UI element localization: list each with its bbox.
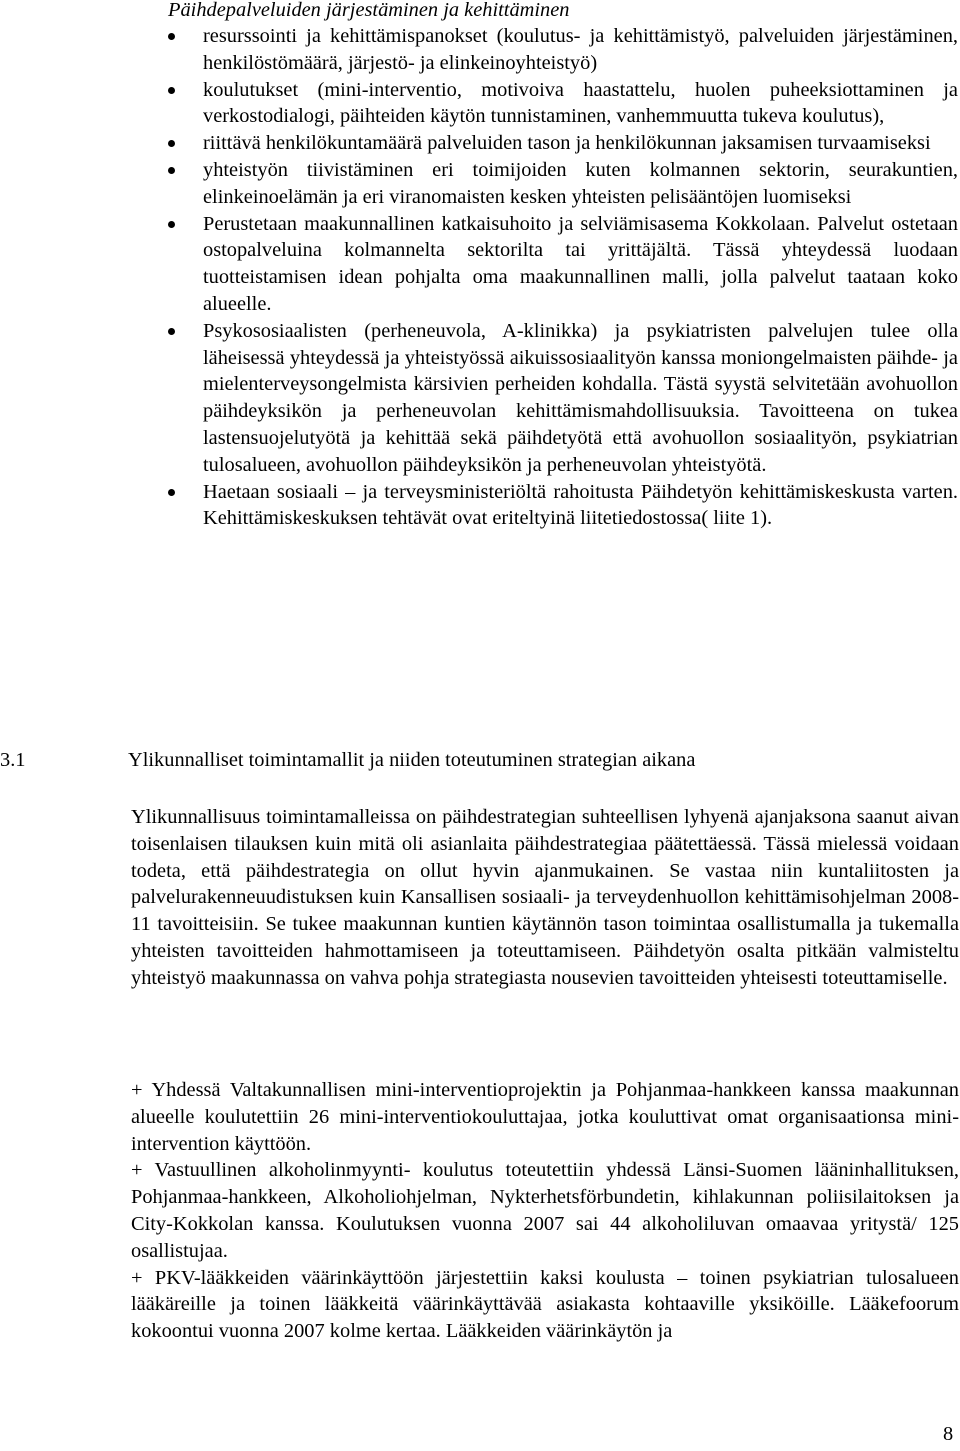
bullet-icon <box>168 328 175 335</box>
list-item-text: riittävä henkilökuntamäärä palveluiden tason ja henkilökunnan jaksamisen turvaamiseksi <box>203 132 931 155</box>
list-item-text: Perustetaan maakunnallinen katkaisuhoito ja selviämisasema Kokkolaan. Palvelut ostetaan ostopalveluina kolmannelta sektorilta tai yrittäjältä. Tässä yhteydessä luodaan tuotteistamisen idean pohjalta oma maakunnallinen malli, jolla palvelut taataan koko alueelle. <box>203 212 958 315</box>
list-item <box>168 318 958 479</box>
plus-list <box>131 1077 959 1345</box>
list-item-text: yhteistyön tiivistäminen eri toimijoiden kuten kolmannen sektorin, seurakuntien, elinkeinoelämän ja eri viranomaisten kesken yhteisten pelisääntöjen luomiseksi <box>203 158 958 208</box>
page-number: 8 <box>943 1423 954 1445</box>
list-item <box>168 77 958 131</box>
bullet-icon <box>168 33 175 40</box>
plus-item: + Yhdessä Valtakunnallisen mini-interventioprojektin ja Pohjanmaa-hankkeen kanssa maakunnan alueelle koulutettiin 26 mini-interventiokouluttajaa, jotka kouluttivat omat organisaationsa mini-intervention käyttöön. <box>131 1079 959 1155</box>
list-item <box>168 211 958 318</box>
chapter-title: Ylikunnalliset toimintamallit ja niiden toteutuminen strategian aikana <box>128 749 696 771</box>
bullet-icon <box>168 87 175 94</box>
chapter-heading <box>0 746 960 774</box>
list-item <box>168 479 958 533</box>
list-item <box>168 23 958 77</box>
list-item-text: Psykososiaalisten (perheneuvola, A-klinikka) ja psykiatristen palvelujen tulee olla läheisessä yhteydessä ja yhteistyössä aikuissosiaalityön kanssa moniongelmaisten päihde- ja mielenterveysongelmista kärsivien perheiden kohdalla. Tästä syystä selvitetään avohuollon päihdeyksikön ja perheneuvolan kehittämismahdollisuuksia. Tavoitteena on tukea lastensuojelutyötä ja kehittää sekä päihdetyötä että avohuollon sosiaalityön, psykiatrian tulosalueen, avohuollon päihdeyksikön ja perheneuvolan yhteistyötä. <box>203 319 958 476</box>
list-item-text: Haetaan sosiaali – ja terveysministeriöltä rahoitusta Päihdetyön kehittämiskeskusta varten. Kehittämiskeskuksen tehtävät ovat eriteltyinä liitetiedostossa( liite 1). <box>203 480 958 530</box>
section-heading: Päihdepalveluiden järjestäminen ja kehittäminen <box>168 0 570 21</box>
plus-item: + PKV-lääkkeiden väärinkäyttöön järjestettiin kaksi koulusta – toinen psykiatrian tulosalueen lääkäreille ja toinen lääkkeitä väärinkäyttävää asiakasta kohtaaville yksiköille. Lääkefoorum kokoontui vuonna 2007 kolme kertaa. Lääkkeiden väärinkäytön ja <box>131 1266 959 1343</box>
body-paragraph: Ylikunnallisuus toimintamalleissa on päihdestrategian suhteellisen lyhyenä ajanjaksona saanut aivan toisenlaisen tilauksen kuin mitä oli asianlaita päihdestrategiaa päätettäessä. Tässä mielessä voidaan todeta, että päihdestrategia on ollut hyvin ajanmukainen. Se vastaa niin kuntaliitosten ja palvelurakenneuudistuksen kuin Kansallisen sosiaali- ja terveydenhuollon kehittämisohjelman 2008-11 tavoitteisiin. Se tukee maakunnan kuntien käytännön tason toimintaa osallistumalla ja tukemalla yhteisten tavoitteiden hahmottamiseen ja toteuttamiseen. Päihdetyön osalta pitkään valmisteltu yhteistyö maakunnassa on vahva pohja strategiasta nousevien tavoitteiden yhteisesti toteuttamiselle. <box>131 806 959 989</box>
bullet-icon <box>168 140 175 147</box>
plus-item: + Vastuullinen alkoholinmyynti- koulutus toteutettiin yhdessä Länsi-Suomen lääninhallituksen, Pohjanmaa-hankkeen, Alkoholiohjelman, Nykterhetsförbundetin, kihlakunnan poliisilaitoksen ja City-Kokkolan kanssa. Koulutuksen vuonna 2007 sai 44 alkoholiluvan omaavaa yritystä/ 125 osallistujaa. <box>131 1159 959 1262</box>
chapter-number: 3.1 <box>0 749 26 771</box>
list-item-text: resurssointi ja kehittämispanokset (koulutus- ja kehittämistyö, palveluiden järjestäminen, henkilöstömäärä, järjestö- ja elinkeinoyhteistyö) <box>203 25 958 74</box>
bullet-icon <box>168 167 175 174</box>
bullet-list <box>168 23 958 532</box>
bullet-icon <box>168 221 175 228</box>
bullet-icon <box>168 489 175 496</box>
list-item-text: koulutukset (mini-interventio, motivoiva haastattelu, huolen puheeksiottaminen ja verkostodialogi, päihteiden käytön tunnistaminen, vanhemmuutta tukeva koulutus), <box>203 78 958 128</box>
list-item <box>168 130 958 157</box>
list-item <box>168 157 958 211</box>
